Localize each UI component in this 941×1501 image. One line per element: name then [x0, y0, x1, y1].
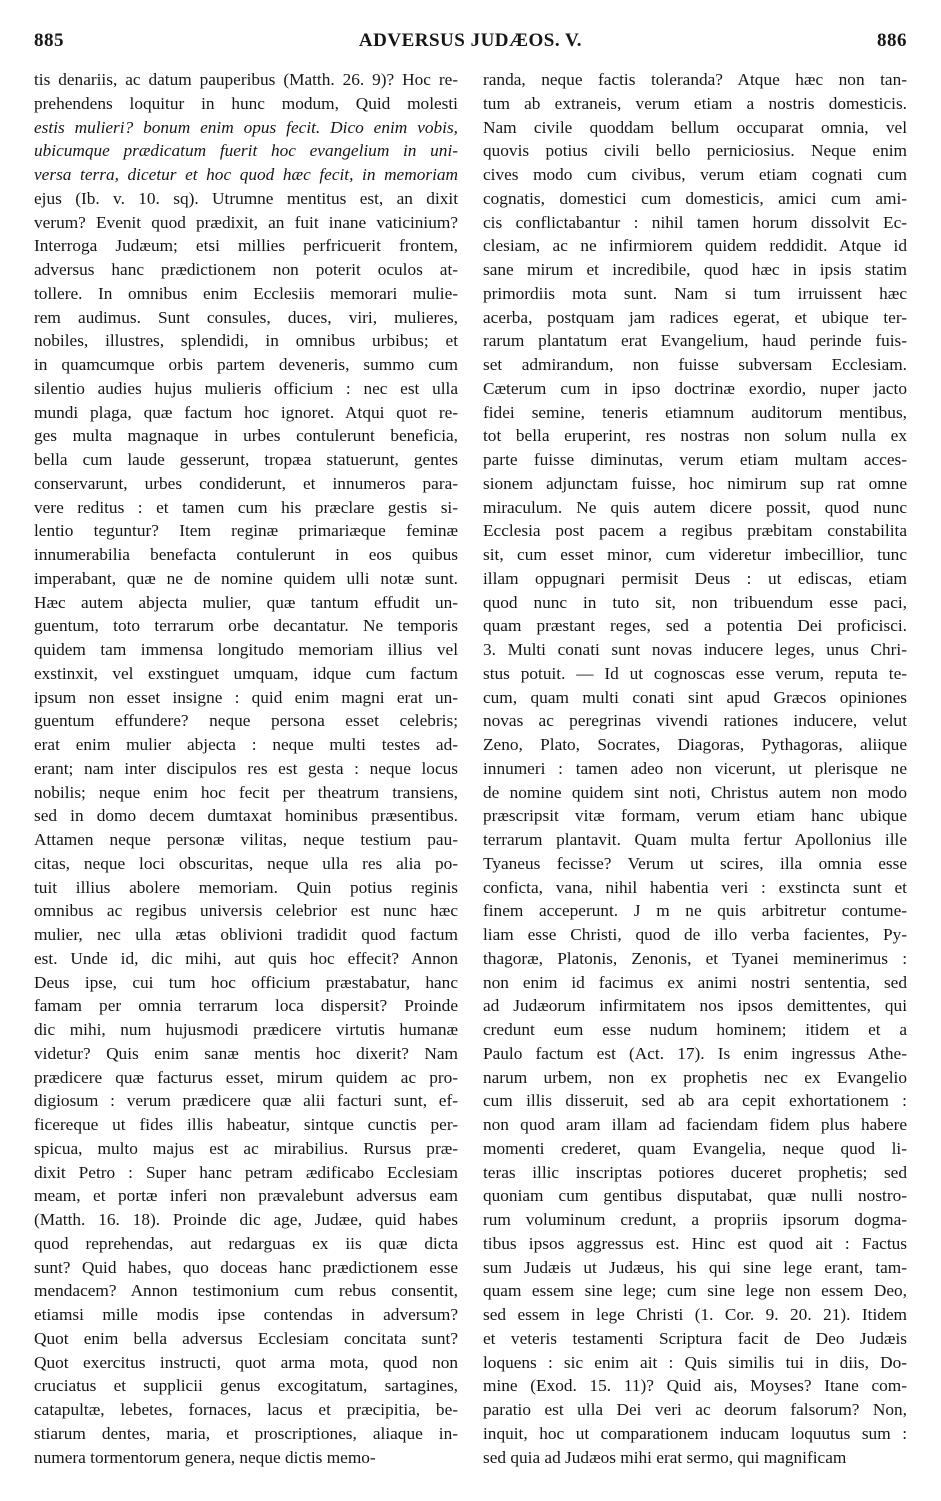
- text-line: loquens : sic enim ait : Quis similis tui in diis, Do-: [483, 1352, 907, 1372]
- text-line: guentum effundere? neque persona esset celebris;: [34, 711, 458, 731]
- text-line: Tyaneus fecisse? Verum ut scires, illa omnia esse: [483, 853, 907, 873]
- text-line: nobilis; neque enim hoc fecit per theatrum transiens,: [34, 782, 458, 802]
- text-line: citas, neque loci obscuritas, neque ulla res alia po-: [34, 853, 458, 873]
- text-line: tuit illius abolere memoriam. Quin potius reginis: [34, 877, 458, 897]
- text-line: tis denariis, ac datum pauperibus (Matth. 26. 9)? Hoc re-: [34, 70, 458, 89]
- text-line: quam essem sine lege; cum sine lege non essem Deo,: [483, 1281, 907, 1301]
- text-line: momenti crederet, quam Evangelia, neque quod li-: [483, 1138, 907, 1158]
- text-line: meam, et portæ inferi non prævalebunt adversus eam: [34, 1186, 458, 1206]
- text-line: Hæc autem abjecta mulier, quæ tantum effudit un-: [34, 592, 458, 612]
- page-number-left: 885: [34, 30, 64, 51]
- text-line: stus potuit. — Id ut cognoscas esse verum, reputa te-: [483, 663, 907, 683]
- text-line: sed in domo decem dumtaxat hominibus præsentibus.: [34, 806, 458, 826]
- text-line: adversus hanc prædictionem non poterit oculos at-: [34, 260, 458, 279]
- text-line: lentio teguntur? Item reginæ primariæque feminæ: [34, 521, 458, 541]
- text-line: quod reprehendas, aut redarguas ex iis quæ dicta: [34, 1233, 458, 1253]
- text-line: rem audimus. Sunt consules, duces, viri, mulieres,: [34, 307, 458, 327]
- text-line: conservarunt, urbes condiderunt, et innumeros para-: [34, 473, 458, 493]
- text-line: erat enim mulier abjecta : neque multi testes ad-: [34, 735, 458, 754]
- text-line: Nam civile quoddam bellum occuparat omnia, vel: [483, 117, 907, 137]
- text-line: cognatis, domestici cum domesticis, amici cum ami-: [483, 188, 907, 208]
- text-line: Deus ipse, cui tum hoc officium præstabatur, hanc: [34, 972, 458, 992]
- text-line: imperabant, quæ ne de nomine quidem ulli notæ sunt.: [34, 568, 458, 588]
- text-line: ad Judæorum infirmitatem nos ipsos demittentes, qui: [483, 996, 907, 1016]
- text-line: etiamsi mille modis ipse contendas in adversum?: [34, 1305, 458, 1324]
- text-line: de nomine quidem sint noti, Christus autem non modo: [483, 782, 907, 802]
- text-line: omnibus ac regibus universis celebrior est nunc hæc: [34, 901, 458, 921]
- text-line: miraculum. Ne quis autem dicere possit, quod nunc: [483, 497, 907, 517]
- text-line: sed essem in lege Christi (1. Cor. 9. 20. 21). Itidem: [483, 1305, 907, 1324]
- text-line: set admirandum, non fuisse subversam Ecclesiam.: [483, 355, 907, 374]
- text-line: quovis potius civili bello perniciosius. Neque enim: [483, 141, 907, 161]
- text-line: Interroga Judæum; etsi millies perfricuerit frontem,: [34, 236, 458, 256]
- text-line: fidei semine, teneris etiamnum auditorum mentibus,: [483, 402, 907, 422]
- text-line: guentum, toto terrarum orbe decantatur. Ne temporis: [34, 616, 458, 636]
- text-line: randa, neque factis toleranda? Atque hæc non tan-: [483, 70, 907, 89]
- text-line: narum urbem, non ex prophetis nec ex Evangelio: [483, 1067, 907, 1087]
- text-line: dixit Petro : Super hanc petram ædificabo Ecclesiam: [34, 1162, 458, 1182]
- text-line: tollere. In omnibus enim Ecclesiis memorari mulie-: [34, 283, 458, 303]
- text-line: ficereque ut fides illis habeatur, sintque cunctis per-: [34, 1115, 458, 1134]
- text-line: bella cum laude gesserunt, tropæa statuerunt, gentes: [34, 450, 458, 469]
- text-line: mendacem? Annon testimonium cum rebus consentit,: [34, 1281, 458, 1301]
- text-line: estis mulieri? bonum enim opus fecit. Dico enim vobis,: [34, 117, 458, 137]
- text-line: versa terra, dicetur et hoc quod hæc fecit, in memoriam: [34, 165, 458, 184]
- text-line: rarum plantatum erat Evangelium, haud perinde fuis-: [483, 331, 907, 351]
- text-line: catapultæ, lebetes, fornaces, lacus et præcipitia, be-: [34, 1400, 458, 1419]
- text-line: cis conflictabantur : nihil tamen horum dissolvit Ec-: [483, 212, 907, 232]
- text-line: cum illis disseruit, sed ab ara cepit exhortationem :: [483, 1091, 907, 1111]
- page-number-right: 886: [877, 30, 907, 51]
- text-line: sed quia ad Judæos mihi erat sermo, qui magnificam: [483, 1447, 847, 1467]
- text-line: Ecclesia post pacem a regibus præbitam constabilita: [483, 521, 907, 541]
- text-line: videtur? Quis enim sanæ mentis hoc dixerit? Nam: [34, 1043, 458, 1063]
- text-line: Paulo factum est (Act. 17). Is enim ingressus Athe-: [483, 1043, 907, 1063]
- text-line: illam oppugnari permisit Deus : ut ediscas, etiam: [483, 568, 907, 588]
- text-line: prehendens loquitur in hunc modum, Quid molesti: [34, 93, 458, 113]
- text-line: exstinxit, vel exstinguet umquam, idque cum factum: [34, 663, 458, 683]
- text-line: ipsum non esset insigne : quid enim magni erat un-: [34, 687, 458, 707]
- text-line: quod nunc in tuto sit, non tribuendum esse paci,: [483, 592, 907, 612]
- text-line: stiarum dentes, maria, et proscriptiones, aliaque in-: [34, 1423, 458, 1443]
- text-line: quoniam cum gentibus disputabat, quæ nulli nostro-: [483, 1186, 907, 1206]
- text-line: finem acceperunt. J m ne quis arbitretur contume-: [483, 901, 907, 921]
- text-line: quidem tam immensa longitudo memoriam illius vel: [34, 640, 458, 659]
- text-line: conficta, vana, nihil habentia veri : exstincta sunt et: [483, 877, 907, 897]
- text-line: ges multa magnaque in urbes contulerunt beneficia,: [34, 426, 458, 446]
- text-line: innumerabilia benefacta contulerunt in eos quibus: [34, 545, 458, 564]
- text-line: in quamcumque orbis partem deveneris, summo cum: [34, 355, 458, 374]
- text-line: Attamen neque personæ vilitas, neque testium pau-: [34, 830, 458, 849]
- text-line: credunt eum esse nudum hominem; itidem et a: [483, 1020, 907, 1039]
- running-title: ADVERSUS JUDÆOS. V.: [358, 30, 583, 51]
- text-line: cives modo cum civibus, verum etiam cognati cum: [483, 165, 907, 184]
- running-head: [34, 30, 907, 56]
- text-line: sit, cum esset minor, cum videretur imbecillior, tunc: [483, 545, 907, 564]
- text-line: vere reditus : et tamen cum his præclare gestis si-: [34, 497, 458, 517]
- left-column: [34, 68, 458, 1469]
- text-line: Quot enim bella adversus Ecclesiam concitata sunt?: [34, 1328, 458, 1348]
- text-line: teras illic inscriptas potiores duceret prophetis; sed: [483, 1162, 907, 1182]
- text-line: est. Unde id, dic mihi, aut quis hoc effecit? Annon: [34, 948, 458, 968]
- text-line: mulier, nec ulla ætas oblivioni tradidit quod factum: [34, 925, 458, 944]
- text-line: cruciatus et supplicii genus excogitatum, sartagines,: [34, 1376, 458, 1396]
- text-line: inquit, hoc ut comparationem inducam loquutus sum :: [483, 1423, 907, 1443]
- text-line: cum, quam multi conati sint apud Græcos opiniones: [483, 687, 907, 707]
- text-line: thagoræ, Platonis, Zenonis, et Tyanei meminerimus :: [483, 948, 907, 968]
- text-line: innumeri : tamen adeo non vicerunt, ut plerisque ne: [483, 758, 907, 778]
- text-line: dic mihi, num hujusmodi prædicere virtutis humanæ: [34, 1020, 458, 1039]
- text-line: clesiam, ac ne infirmiorem quidem reddidit. Atque id: [483, 236, 907, 256]
- text-line: Zeno, Plato, Socrates, Diagoras, Pythagoras, aliique: [483, 735, 907, 754]
- text-line: sum Judæis ut Judæus, his qui sine lege erant, tam-: [483, 1257, 907, 1277]
- text-line: ubicumque prædicatum fuerit hoc evangelium in uni-: [34, 141, 458, 161]
- text-line: liam esse Christi, quod de illo verba facientes, Py-: [483, 925, 907, 944]
- text-line: (Matth. 16. 18). Proinde dic age, Judæe, quid habes: [34, 1210, 458, 1229]
- text-line: sunt? Quid habes, quo doceas hanc prædictionem esse: [34, 1257, 458, 1277]
- text-line: famam per omnia terrarum loca dispersit? Proinde: [34, 996, 458, 1016]
- text-line: et veteris testamenti Scriptura facit de Deo Judæis: [483, 1328, 907, 1348]
- text-line: ejus (Ib. v. 10. sq). Utrumne mentitus est, an dixit: [34, 188, 458, 208]
- text-line: tum ab extraneis, verum etiam a nostris domesticis.: [483, 93, 907, 113]
- text-line: Cæterum cum in ipso doctrinæ exordio, nuper jacto: [483, 378, 907, 398]
- text-line: tot bella eruperint, res nostras non solum nulla ex: [483, 426, 907, 446]
- text-line: silentio audies hujus mulieris officium : nec est ulla: [34, 378, 458, 398]
- text-line: quam præstant reges, sed a potentia Dei proficisci.: [483, 616, 907, 636]
- text-line: nobiles, illustres, splendidi, in omnibus urbibus; et: [34, 331, 458, 351]
- text-line: 3. Multi conati sunt novas inducere leges, unus Chri-: [483, 640, 907, 659]
- text-line: terrarum plantavit. Quam multa fertur Apollonius ille: [483, 830, 907, 849]
- text-line: prædicere quæ facturus esset, mirum quidem ac pro-: [34, 1067, 458, 1087]
- text-line: Quot exercitus instructi, quot arma mota, quod non: [34, 1352, 458, 1372]
- text-line: paratio est ulla Dei veri ac deorum falsorum? Non,: [483, 1400, 907, 1419]
- right-column: [483, 68, 907, 1469]
- text-line: primordiis mota sunt. Nam si tum irruissent hæc: [483, 283, 907, 303]
- text-line: spicua, multo majus est ac mirabilius. Rursus præ-: [34, 1138, 458, 1158]
- text-line: erant; nam inter discipulos res est gesta : neque locus: [34, 758, 458, 778]
- text-line: mine (Exod. 15. 11)? Quid ais, Moyses? Itane com-: [483, 1376, 907, 1396]
- text-line: non quod aram illam ad faciendam fidem plus habere: [483, 1115, 907, 1134]
- text-line: præscripsit vitæ formam, verum etiam hanc ubique: [483, 806, 907, 826]
- text-line: digiosum : verum prædicere quæ alii facturi sunt, ef-: [34, 1091, 458, 1111]
- text-line: parte fuisse diminutas, verum etiam multam acces-: [483, 450, 907, 469]
- text-line: sane mirum et incredibile, quod hæc in ipsis statim: [483, 260, 907, 279]
- text-line: numera tormentorum genera, neque dictis memo-: [34, 1447, 376, 1467]
- text-line: verum? Evenit quod prædixit, an fuit inane vaticinium?: [34, 212, 458, 232]
- text-line: rum voluminum credunt, a propriis ipsorum dogma-: [483, 1210, 907, 1229]
- text-line: sionem adjunctam fuisse, hoc nimirum sup rat omne: [483, 473, 907, 493]
- text-line: tibus ipsos aggressus est. Hinc est quod ait : Factus: [483, 1233, 907, 1253]
- text-line: mundi plaga, quæ factum hoc ignoret. Atqui quot re-: [34, 402, 458, 422]
- text-line: acerba, postquam jam radices egerat, et ubique ter-: [483, 307, 907, 327]
- text-line: novas ac peregrinas vivendi rationes inducere, velut: [483, 711, 907, 731]
- text-line: non enim id facimus ex animi nostri sententia, sed: [483, 972, 907, 992]
